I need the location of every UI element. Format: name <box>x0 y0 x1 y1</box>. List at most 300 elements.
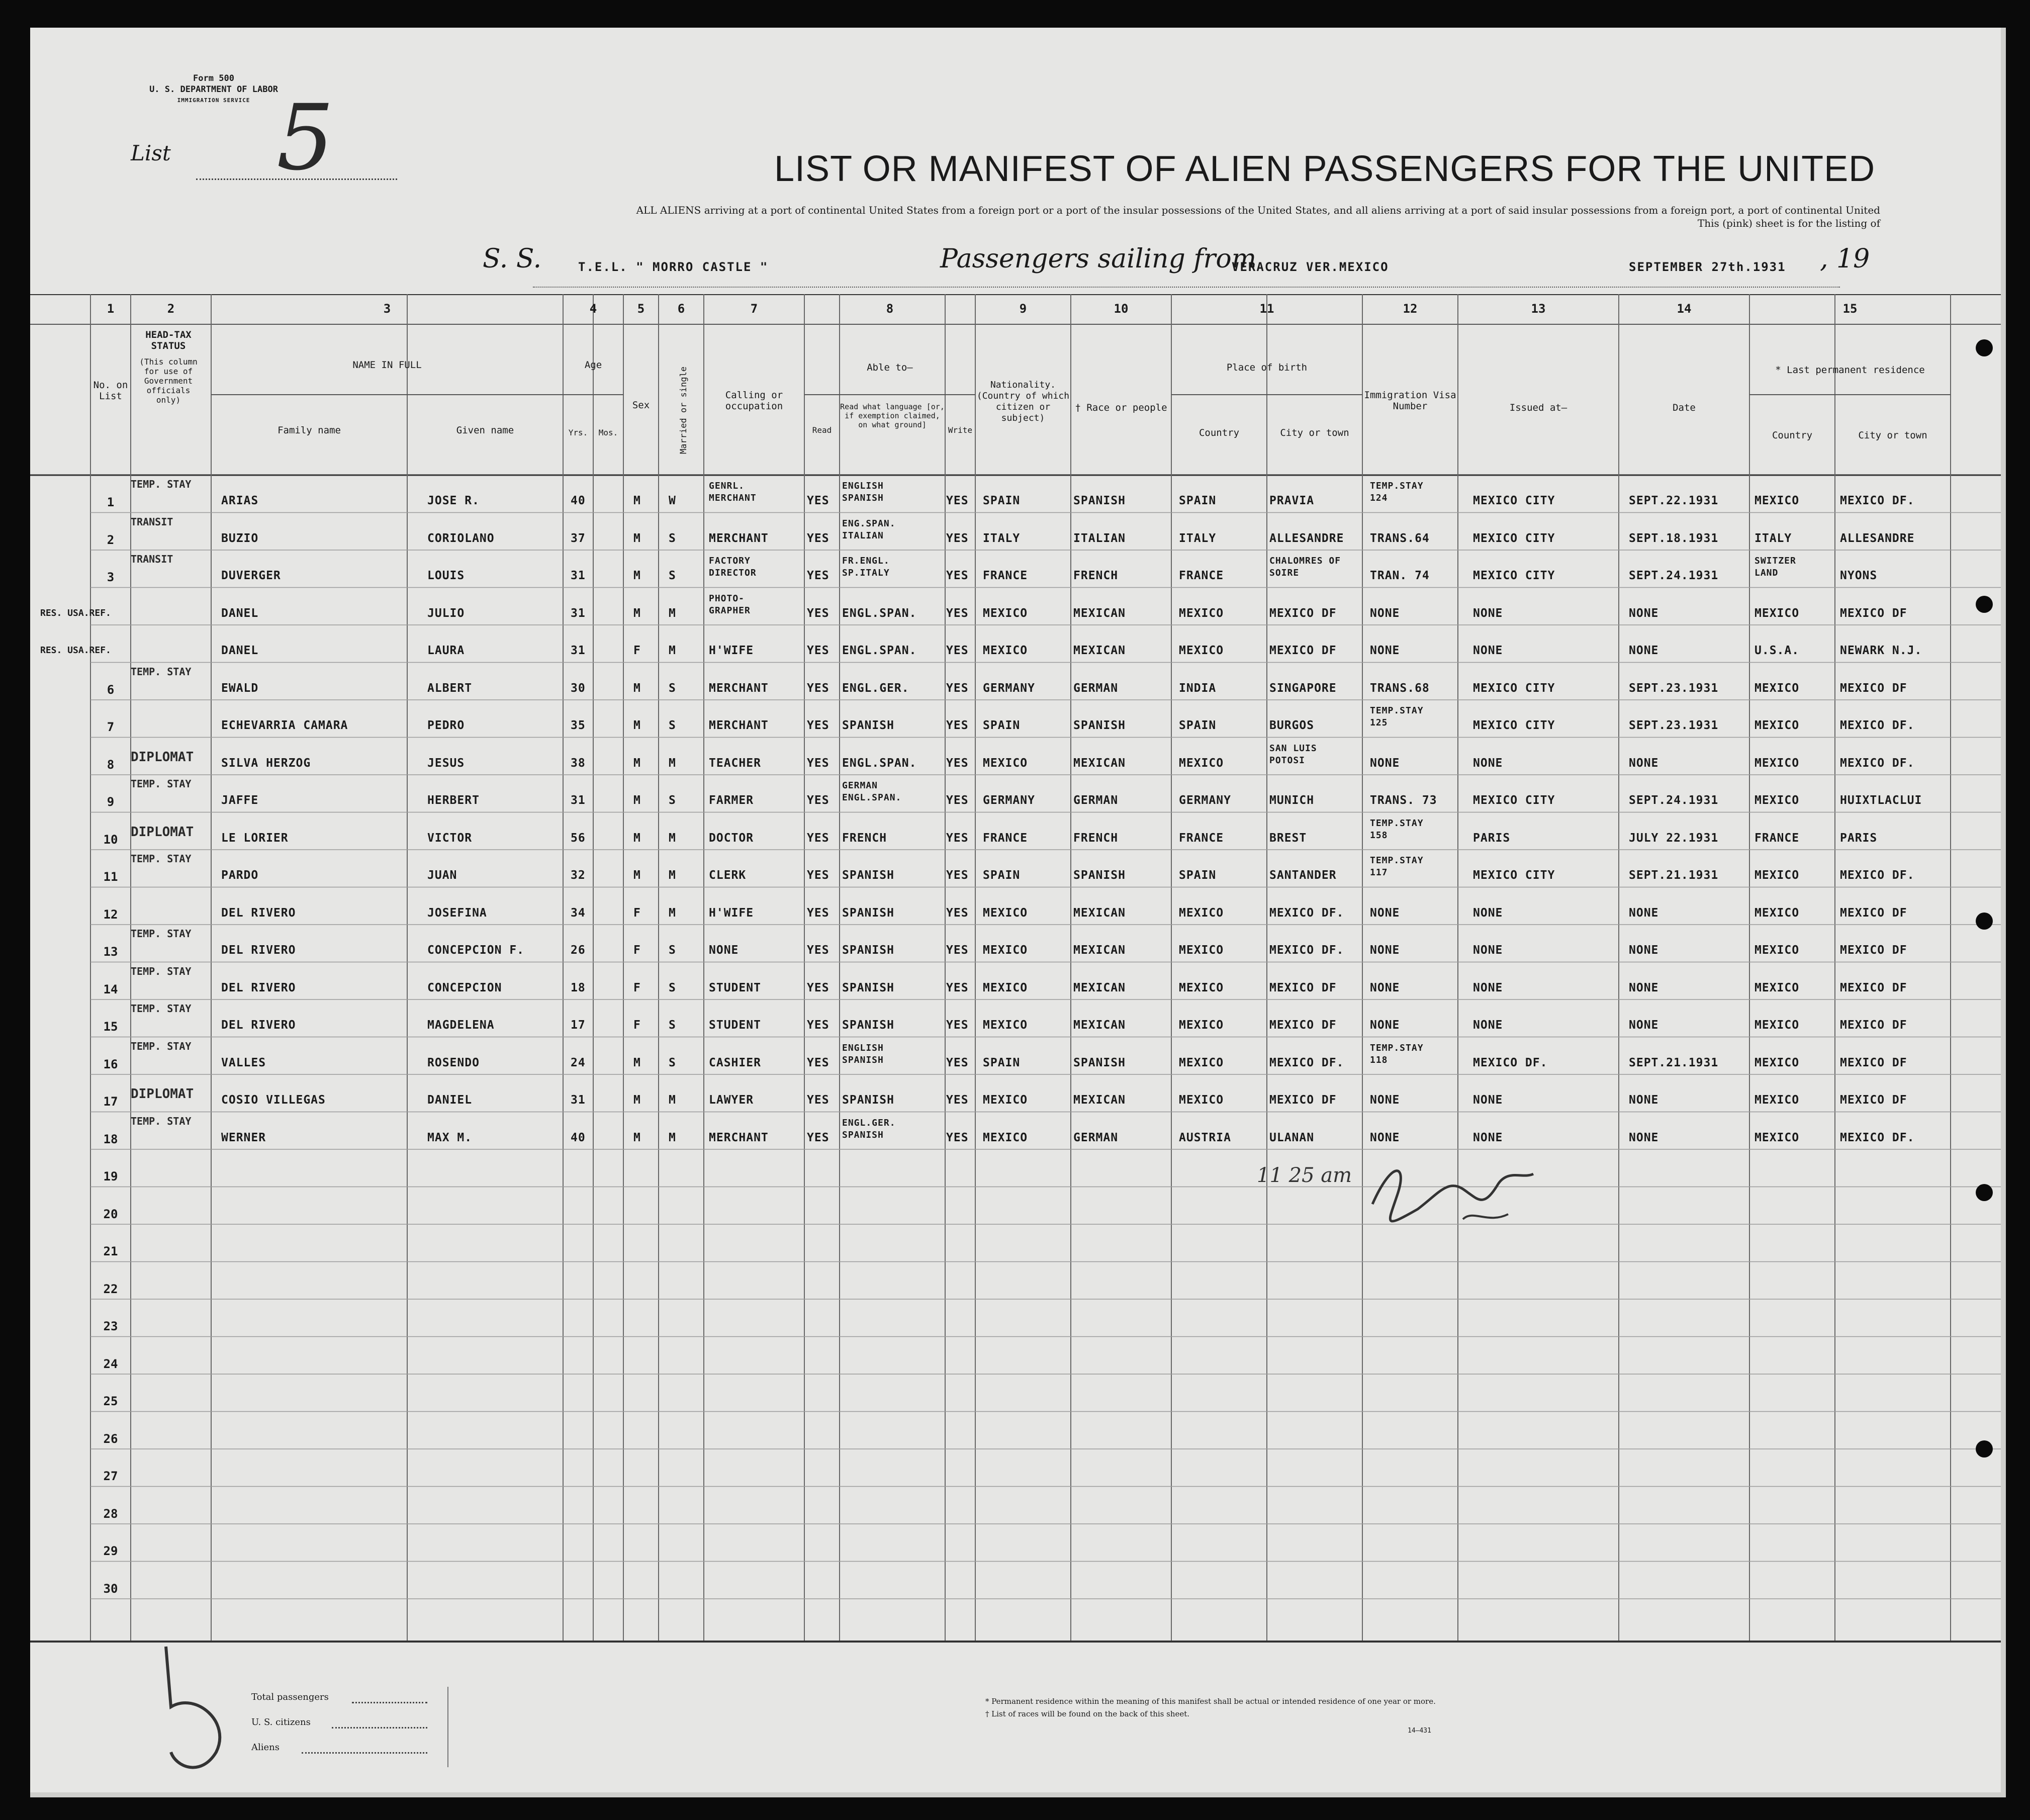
nationality: MEXICO <box>983 756 1028 770</box>
issued-at: NONE <box>1473 944 1503 957</box>
birth-country: ITALY <box>1179 531 1217 545</box>
issued-at: NONE <box>1473 981 1503 994</box>
age: 26 <box>571 944 586 957</box>
sex: M <box>633 531 641 545</box>
visa-number: NONE <box>1370 644 1400 657</box>
can-write: YES <box>946 831 969 845</box>
visa-number: NONE <box>1370 981 1400 994</box>
race: MEXICAN <box>1073 644 1126 657</box>
footer-dots-2 <box>332 1727 427 1728</box>
head-tax-status: TEMP. STAY <box>131 478 192 490</box>
age: 40 <box>571 1131 586 1144</box>
nationality: MEXICO <box>983 944 1028 957</box>
row-number: 9 <box>107 795 115 809</box>
given-name: MAX M. <box>427 1131 473 1144</box>
visa-date: SEPT.18.1931 <box>1629 531 1719 545</box>
age: 24 <box>571 1056 586 1069</box>
family-name: ARIAS <box>221 494 259 507</box>
binder-hole <box>1976 1440 1993 1458</box>
given-name: CONCEPCION <box>427 981 502 994</box>
footer-dots-3 <box>302 1752 427 1754</box>
visa-date: SEPT.22.1931 <box>1629 494 1719 507</box>
residence-country: MEXICO <box>1755 719 1800 732</box>
sex: M <box>633 681 641 695</box>
residence-country: MEXICO <box>1755 681 1800 695</box>
row-number: 22 <box>103 1282 118 1296</box>
head-tax-status: TEMP. STAY <box>131 778 192 790</box>
residence-city: MEXICO DF <box>1840 606 1907 620</box>
footer-divider <box>447 1687 448 1767</box>
row-number: 15 <box>103 1020 118 1034</box>
nationality: MEXICO <box>983 644 1028 657</box>
occupation: DOCTOR <box>709 831 754 845</box>
given-name: HERBERT <box>427 794 480 807</box>
nationality: ITALY <box>983 531 1021 545</box>
age: 34 <box>571 906 586 920</box>
sex: F <box>633 644 641 657</box>
row-number: 19 <box>103 1169 118 1184</box>
marital-status: M <box>669 1131 676 1144</box>
row-number: 27 <box>103 1469 118 1483</box>
given-name: MAGDELENA <box>427 1019 495 1032</box>
residence-city: ALLESANDRE <box>1840 531 1915 545</box>
row-number: 1 <box>107 495 115 509</box>
visa-number: TRAN. 74 <box>1370 569 1430 582</box>
given-name: JOSE R. <box>427 494 480 507</box>
can-write: YES <box>946 644 969 657</box>
sex: M <box>633 1094 641 1107</box>
can-write: YES <box>946 494 969 507</box>
head-tax-status: TEMP. STAY <box>131 1040 192 1052</box>
marital-status: S <box>669 719 676 732</box>
family-name: JAFFE <box>221 794 259 807</box>
column-number-10: 10 <box>1114 302 1129 316</box>
nationality: SPAIN <box>983 1056 1021 1069</box>
visa-date: NONE <box>1629 756 1659 770</box>
nationality: MEXICO <box>983 906 1028 920</box>
can-read: YES <box>807 1019 829 1032</box>
race: ITALIAN <box>1073 531 1126 545</box>
sex: M <box>633 719 641 732</box>
birth-city: PRAVIA <box>1269 494 1315 507</box>
header-res-city: City or town <box>1858 430 1927 441</box>
languages: SPANISH <box>842 1019 894 1032</box>
head-tax-status: DIPLOMAT <box>131 749 194 765</box>
header-calling: Calling or occupation <box>725 390 783 412</box>
header-mos: Mos. <box>598 428 618 437</box>
can-read: YES <box>807 644 829 657</box>
issued-at: NONE <box>1473 1094 1503 1107</box>
birth-city: MEXICO DF <box>1269 606 1337 620</box>
languages: ENGLISH SPANISH <box>842 1042 884 1065</box>
languages: ENG.SPAN. ITALIAN <box>842 518 896 541</box>
column-number-12: 12 <box>1403 302 1418 316</box>
footer-aliens: Aliens <box>251 1742 280 1753</box>
can-read: YES <box>807 531 829 545</box>
race: SPANISH <box>1073 869 1126 882</box>
header-yrs: Yrs. <box>568 428 588 437</box>
row-number: 13 <box>103 945 118 959</box>
occupation: H'WIFE <box>709 644 754 657</box>
can-read: YES <box>807 944 829 957</box>
languages: ENGL.GER. <box>842 681 909 695</box>
row-number: 8 <box>107 757 115 772</box>
race: MEXICAN <box>1073 944 1126 957</box>
race: MEXICAN <box>1073 906 1126 920</box>
given-name: JUAN <box>427 869 457 882</box>
residence-country: MEXICO <box>1755 906 1800 920</box>
marital-status: S <box>669 569 676 582</box>
visa-number: NONE <box>1370 606 1400 620</box>
binder-hole <box>1976 913 1993 930</box>
residence-city: NYONS <box>1840 569 1878 582</box>
visa-number: TEMP.STAY 125 <box>1370 705 1424 728</box>
row-number: 7 <box>107 720 115 734</box>
occupation: MERCHANT <box>709 1131 769 1144</box>
head-tax-status: TEMP. STAY <box>131 853 192 865</box>
family-name: DEL RIVERO <box>221 1019 296 1032</box>
subtitle-line-1: ALL ALIENS arriving at a port of continental United States from a foreign port or a port of the insular possessions of the United States, and all aliens arriving at a port of said insular possessions from a foreign port, a port of continental United <box>636 204 1880 216</box>
occupation: GENRL. MERCHANT <box>709 481 757 503</box>
head-tax-status: DIPLOMAT <box>131 824 194 840</box>
can-read: YES <box>807 981 829 994</box>
given-name: PEDRO <box>427 719 465 732</box>
form-header <box>131 73 297 106</box>
visa-date: NONE <box>1629 981 1659 994</box>
languages: ENGL.GER. SPANISH <box>842 1117 896 1140</box>
race: GERMAN <box>1073 794 1119 807</box>
header-no-on-list: No. on List <box>93 380 128 402</box>
languages: SPANISH <box>842 869 894 882</box>
header-visa: Immigration Visa Number <box>1364 390 1456 412</box>
residence-country: MEXICO <box>1755 606 1800 620</box>
residence-country: MEXICO <box>1755 944 1800 957</box>
header-family-name: Family name <box>278 425 341 436</box>
can-read: YES <box>807 1094 829 1107</box>
can-write: YES <box>946 944 969 957</box>
row-number: 23 <box>103 1319 118 1333</box>
age: 18 <box>571 981 586 994</box>
footer-us-citizens: U. S. citizens <box>251 1717 311 1727</box>
header-last-residence: * Last permanent residence <box>1775 365 1925 376</box>
row-number: 30 <box>103 1581 118 1596</box>
given-name: ROSENDO <box>427 1056 480 1069</box>
nationality: SPAIN <box>983 719 1021 732</box>
ss-label: S. S. <box>483 244 542 274</box>
race: MEXICAN <box>1073 1094 1126 1107</box>
birth-country: MEXICO <box>1179 981 1224 994</box>
family-name: PARDO <box>221 869 259 882</box>
column-number-9: 9 <box>1019 302 1027 316</box>
age: 31 <box>571 644 586 657</box>
subtitle-line-2: This (pink) sheet is for the listing of <box>1697 217 1880 229</box>
marital-status: S <box>669 981 676 994</box>
can-write: YES <box>946 794 969 807</box>
family-name: DEL RIVERO <box>221 944 296 957</box>
nationality: MEXICO <box>983 1094 1028 1107</box>
age: 40 <box>571 494 586 507</box>
visa-date: NONE <box>1629 1019 1659 1032</box>
occupation: MERCHANT <box>709 681 769 695</box>
sailing-date: SEPTEMBER 27th.1931 <box>1629 260 1786 274</box>
age: 31 <box>571 1094 586 1107</box>
column-number-4: 4 <box>589 302 597 316</box>
languages: SPANISH <box>842 1094 894 1107</box>
birth-country: MEXICO <box>1179 944 1224 957</box>
race: MEXICAN <box>1073 1019 1126 1032</box>
can-read: YES <box>807 756 829 770</box>
can-read: YES <box>807 794 829 807</box>
header-read-what: Read what language [or, if exemption claimed, on what ground] <box>840 402 945 429</box>
visa-date: SEPT.21.1931 <box>1629 869 1719 882</box>
birth-country: FRANCE <box>1179 569 1224 582</box>
visa-number: TEMP.STAY 124 <box>1370 481 1424 503</box>
residence-country: U.S.A. <box>1755 644 1800 657</box>
given-name: LAURA <box>427 644 465 657</box>
family-name: DANEL <box>221 606 259 620</box>
row-number: 14 <box>103 982 118 996</box>
binder-hole <box>1976 596 1993 613</box>
row-number: RES. USA.REF. <box>40 607 111 618</box>
row-number: 2 <box>107 532 115 547</box>
column-number-5: 5 <box>637 302 645 316</box>
manifest-sheet <box>30 28 2006 1797</box>
sex: M <box>633 1056 641 1069</box>
can-read: YES <box>807 494 829 507</box>
languages: FRENCH <box>842 831 887 845</box>
residence-country: MEXICO <box>1755 1056 1800 1069</box>
issued-at: MEXICO CITY <box>1473 794 1555 807</box>
nationality: MEXICO <box>983 1019 1028 1032</box>
birth-city: MUNICH <box>1269 794 1315 807</box>
row-number: 24 <box>103 1356 118 1371</box>
issued-at: NONE <box>1473 906 1503 920</box>
can-write: YES <box>946 531 969 545</box>
visa-number: NONE <box>1370 756 1400 770</box>
issued-at: NONE <box>1473 1019 1503 1032</box>
residence-city: MEXICO DF <box>1840 1056 1907 1069</box>
given-name: JULIO <box>427 606 465 620</box>
marital-status: S <box>669 1019 676 1032</box>
head-tax-status: TEMP. STAY <box>131 928 192 940</box>
head-tax-status: TRANSIT <box>131 515 173 528</box>
marital-status: S <box>669 1056 676 1069</box>
occupation: MERCHANT <box>709 531 769 545</box>
age: 37 <box>571 531 586 545</box>
age: 31 <box>571 606 586 620</box>
birth-city: MEXICO DF <box>1269 1019 1337 1032</box>
age: 17 <box>571 1019 586 1032</box>
issued-at: MEXICO CITY <box>1473 569 1555 582</box>
birth-country: SPAIN <box>1179 869 1217 882</box>
can-write: YES <box>946 1019 969 1032</box>
occupation: PHOTO- GRAPHER <box>709 593 751 616</box>
family-name: DEL RIVERO <box>221 981 296 994</box>
birth-country: MEXICO <box>1179 606 1224 620</box>
head-tax-status: TEMP. STAY <box>131 965 192 977</box>
race: GERMAN <box>1073 681 1119 695</box>
head-tax-status: TEMP. STAY <box>131 665 192 678</box>
column-number-14: 14 <box>1677 302 1692 316</box>
marital-status: M <box>669 756 676 770</box>
race: MEXICAN <box>1073 606 1126 620</box>
occupation: CASHIER <box>709 1056 761 1069</box>
can-read: YES <box>807 1056 829 1069</box>
can-write: YES <box>946 756 969 770</box>
header-res-country: Country <box>1772 430 1813 441</box>
residence-city: MEXICO DF <box>1840 1094 1907 1107</box>
header-read: Read <box>812 425 832 435</box>
visa-number: NONE <box>1370 944 1400 957</box>
issued-at: NONE <box>1473 1131 1503 1144</box>
manifest-subtitle <box>432 204 1880 230</box>
sex: F <box>633 944 641 957</box>
can-read: YES <box>807 681 829 695</box>
row-number: 25 <box>103 1394 118 1408</box>
visa-date: NONE <box>1629 1131 1659 1144</box>
residence-country: MEXICO <box>1755 1131 1800 1144</box>
issued-at: MEXICO CITY <box>1473 494 1555 507</box>
birth-city: MEXICO DF. <box>1269 944 1344 957</box>
column-number-2: 2 <box>167 302 175 316</box>
header-given-name: Given name <box>456 425 514 436</box>
visa-date: JULY 22.1931 <box>1629 831 1719 845</box>
manifest-title: LIST OR MANIFEST OF ALIEN PASSENGERS FOR THE UNITED <box>774 149 1876 189</box>
residence-city: MEXICO DF <box>1840 906 1907 920</box>
header-married: Married or single <box>679 367 689 454</box>
languages: ENGL.SPAN. <box>842 606 917 620</box>
occupation: TEACHER <box>709 756 761 770</box>
nationality: SPAIN <box>983 494 1021 507</box>
list-label: List <box>131 141 171 165</box>
residence-city: MEXICO DF. <box>1840 719 1915 732</box>
visa-date: SEPT.21.1931 <box>1629 1056 1719 1069</box>
birth-country: SPAIN <box>1179 494 1217 507</box>
race: SPANISH <box>1073 1056 1126 1069</box>
visa-date: NONE <box>1629 906 1659 920</box>
nationality: FRANCE <box>983 831 1028 845</box>
row-number: 18 <box>103 1132 118 1146</box>
residence-city: MEXICO DF. <box>1840 756 1915 770</box>
family-name: COSIO VILLEGAS <box>221 1094 326 1107</box>
can-read: YES <box>807 569 829 582</box>
can-write: YES <box>946 719 969 732</box>
marital-status: M <box>669 1094 676 1107</box>
column-number-11: 11 <box>1259 302 1274 316</box>
residence-country: SWITZER LAND <box>1755 556 1796 578</box>
age: 56 <box>571 831 586 845</box>
row-number: 17 <box>103 1095 118 1109</box>
age: 38 <box>571 756 586 770</box>
header-sex: Sex <box>632 400 650 411</box>
residence-city: MEXICO DF <box>1840 981 1907 994</box>
sailing-label: Passengers sailing from <box>940 244 1257 274</box>
birth-city: MEXICO DF <box>1269 981 1337 994</box>
column-number-8: 8 <box>886 302 894 316</box>
column-number-1: 1 <box>107 302 115 316</box>
can-write: YES <box>946 869 969 882</box>
visa-date: SEPT.23.1931 <box>1629 719 1719 732</box>
birth-country: GERMANY <box>1179 794 1231 807</box>
family-name: DUVERGER <box>221 569 281 582</box>
occupation: FACTORY DIRECTOR <box>709 556 757 578</box>
birth-city: MEXICO DF. <box>1269 1056 1344 1069</box>
year-suffix: , 19 <box>1820 244 1870 274</box>
service: IMMIGRATION SERVICE <box>177 97 250 104</box>
row-number: 20 <box>103 1207 118 1221</box>
sex: M <box>633 569 641 582</box>
column-number-15: 15 <box>1842 302 1858 316</box>
race: MEXICAN <box>1073 981 1126 994</box>
family-name: DANEL <box>221 644 259 657</box>
can-write: YES <box>946 681 969 695</box>
footer-total-passengers: Total passengers <box>251 1692 329 1702</box>
issued-at: MEXICO CITY <box>1473 719 1555 732</box>
ship-name: T.E.L. " MORRO CASTLE " <box>578 260 769 274</box>
occupation: MERCHANT <box>709 719 769 732</box>
residence-city: MEXICO DF <box>1840 1019 1907 1032</box>
birth-city: BREST <box>1269 831 1307 845</box>
can-write: YES <box>946 906 969 920</box>
can-read: YES <box>807 831 829 845</box>
birth-city: SINGAPORE <box>1269 681 1337 695</box>
occupation: STUDENT <box>709 1019 761 1032</box>
residence-city: MEXICO DF <box>1840 944 1907 957</box>
age: 31 <box>571 569 586 582</box>
birth-city: MEXICO DF <box>1269 644 1337 657</box>
issued-at: NONE <box>1473 644 1503 657</box>
issued-at: NONE <box>1473 606 1503 620</box>
header-birth-country: Country <box>1198 427 1240 438</box>
handwritten-corner-5 <box>151 1636 241 1777</box>
birth-country: MEXICO <box>1179 1094 1224 1107</box>
residence-country: MEXICO <box>1755 869 1800 882</box>
nationality: MEXICO <box>983 1131 1028 1144</box>
birth-country: MEXICO <box>1179 906 1224 920</box>
binder-hole <box>1976 1184 1993 1201</box>
languages: FR.ENGL. SP.ITALY <box>842 556 890 578</box>
footer-form-code: 14—431 <box>1408 1727 1431 1735</box>
family-name: DEL RIVERO <box>221 906 296 920</box>
issued-at: MEXICO CITY <box>1473 681 1555 695</box>
age: 35 <box>571 719 586 732</box>
issued-at: MEXICO CITY <box>1473 869 1555 882</box>
can-read: YES <box>807 906 829 920</box>
visa-number: NONE <box>1370 906 1400 920</box>
age: 31 <box>571 794 586 807</box>
marital-status: S <box>669 531 676 545</box>
can-write: YES <box>946 606 969 620</box>
race: FRENCH <box>1073 569 1119 582</box>
residence-country: MEXICO <box>1755 1094 1800 1107</box>
occupation: LAWYER <box>709 1094 754 1107</box>
header-issued-at: Issued at— <box>1509 402 1567 413</box>
header-birth-city: City or town <box>1280 427 1349 438</box>
race: GERMAN <box>1073 1131 1119 1144</box>
issued-at: PARIS <box>1473 831 1511 845</box>
residence-city: NEWARK N.J. <box>1840 644 1922 657</box>
can-write: YES <box>946 981 969 994</box>
visa-date: NONE <box>1629 606 1659 620</box>
birth-country: INDIA <box>1179 681 1217 695</box>
can-write: YES <box>946 1131 969 1144</box>
race: MEXICAN <box>1073 756 1126 770</box>
visa-number: NONE <box>1370 1094 1400 1107</box>
languages: SPANISH <box>842 944 894 957</box>
header-age: Age <box>584 359 602 371</box>
head-tax-status: TRANSIT <box>131 553 173 565</box>
given-name: VICTOR <box>427 831 473 845</box>
